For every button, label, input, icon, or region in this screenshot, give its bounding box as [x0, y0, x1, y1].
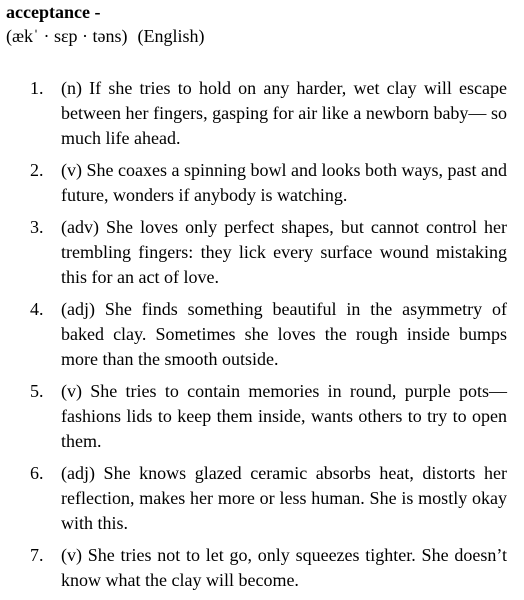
definition-text: (n) If she tries to hold on any harder, wet clay will escape between her fingers, gasping for air like a newborn baby— so much life ahead. [61, 78, 507, 148]
definition-item [0, 158, 524, 208]
language-label: (English) [137, 26, 205, 46]
definition-list [0, 76, 524, 600]
definition-text: (adj) She knows glazed ceramic absorbs heat, distorts her reflection, makes her more or less human. She is mostly okay with this. [61, 463, 507, 533]
definition-number: 7. [30, 545, 44, 565]
definition-item [0, 76, 524, 151]
definition-item [0, 461, 524, 536]
definition-number: 5. [30, 381, 44, 401]
definition-text: (adj) She finds something beautiful in the asymmetry of baked clay. Sometimes she loves the rough inside bumps more than the smooth outside. [61, 299, 507, 369]
definition-number: 3. [30, 217, 44, 237]
definition-number: 1. [30, 78, 44, 98]
definition-number: 4. [30, 299, 44, 319]
definition-text: (v) She coaxes a spinning bowl and looks both ways, past and future, wonders if anybody is watching. [61, 160, 507, 205]
definition-item [0, 297, 524, 372]
definition-number: 6. [30, 463, 44, 483]
definition-number: 2. [30, 160, 44, 180]
headword: acceptance - [6, 2, 101, 22]
definition-text: (adv) She loves only perfect shapes, but cannot control her trembling fingers: they lick every surface wound mistaking this for an act of love. [61, 217, 507, 287]
pronunciation: (ækˈ · sɛp · təns) [6, 26, 128, 46]
definition-item [0, 379, 524, 454]
definition-text: (v) She tries not to let go, only squeezes tighter. She doesn’t know what the clay will become. [61, 545, 507, 590]
definition-item [0, 543, 524, 593]
definition-item [0, 215, 524, 290]
pronunciation-line [6, 24, 205, 48]
definition-text: (v) She tries to contain memories in round, purple pots— fashions lids to keep them inside, wants others to try to open them. [61, 381, 507, 451]
